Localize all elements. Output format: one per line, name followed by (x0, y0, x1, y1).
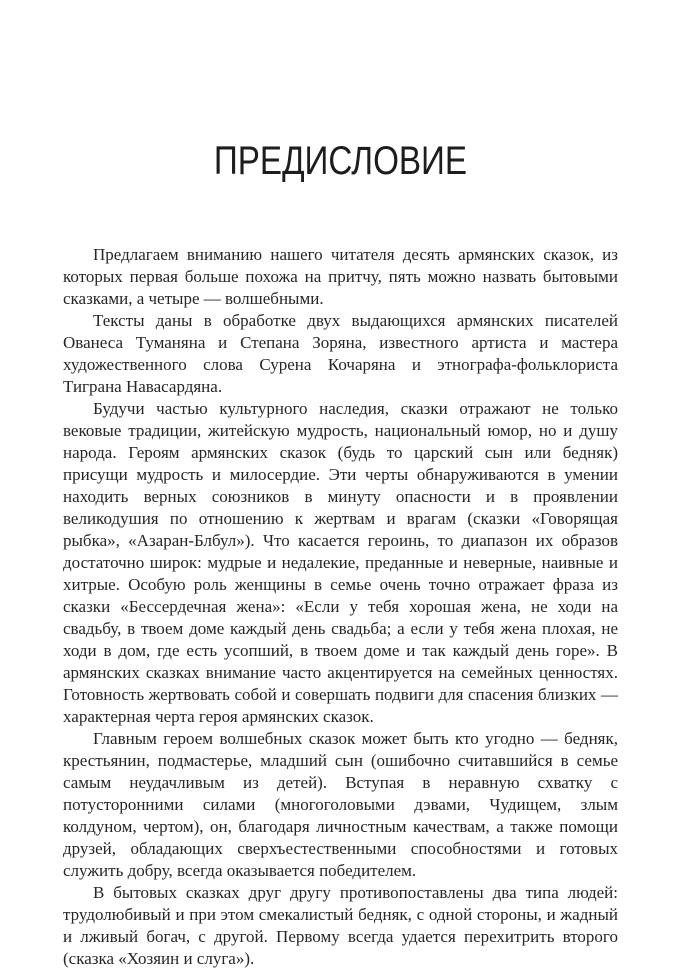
page-title-text: ПРЕДИСЛОВИЕ (213, 139, 468, 183)
paragraph: В бытовых сказках друг другу противопоставлены два типа людей: трудолюбивый и при этом смекалистый бедняк, с одной стороны, и жадный и лживый богач, с другой. Первому всегда удается перехитрить второго (сказка «Хозяин и слуга»). (63, 883, 618, 968)
page-title (63, 138, 618, 184)
paragraph: Главным героем волшебных сказок может быть кто угодно — бедняк, крестьянин, подмастерье, младший сын (ошибочно считавшийся в семье самым неудачливым из детей). Вступая в неравную схватку с потусторонними силами (многоголовыми дэвами, Чудищем, злым колдуном, чертом), он, благодаря личностным качествам, а также помощи друзей, обладающих сверхъестественными способностями и готовых служить добру, всегда оказывается победителем. (63, 729, 618, 880)
paragraph: Тексты даны в обработке двух выдающихся армянских писателей Ованеса Туманяна и Степана Зоряна, известного артиста и мастера художественного слова Сурена Кочаряна и этнографа-фольклориста Тиграна Навасардяна. (63, 311, 618, 396)
paragraph: Будучи частью культурного наследия, сказки отражают не только вековые традиции, житейскую мудрость, национальный юмор, но и душу народа. Героям армянских сказок (будь то царский сын или бедняк) присущи мудрость и милосердие. Эти черты обнаруживаются в умении находить верных союзников в минуту опасности и в проявлении великодушия по отношению к жертвам и врагам (сказки «Говорящая рыбка», «Азаран-Блбул»). Что касается героинь, то диапазон их образов достаточно широк: мудрые и недалекие, преданные и неверные, наивные и хитрые. Особую роль женщины в семье очень точно отражает фраза из сказки «Бессердечная жена»: «Если у тебя хорошая жена, не ходи на свадьбу, в твоем доме каждый день свадьба; а если у тебя жена плохая, не ходи в дом, где есть усопший, в твоем доме и так каждый день горе». В армянских сказках внимание часто акцентируется на семейных ценностях. Готовность жертвовать собой и совершать подвиги для спасения близких — характерная черта героя армянских сказок. (63, 399, 618, 726)
paragraph: Предлагаем вниманию нашего читателя десять армянских сказок, из которых первая больше похожа на притчу, пять можно назвать бытовыми сказками, а четыре — волшебными. (63, 245, 618, 308)
preface-body (63, 244, 618, 970)
